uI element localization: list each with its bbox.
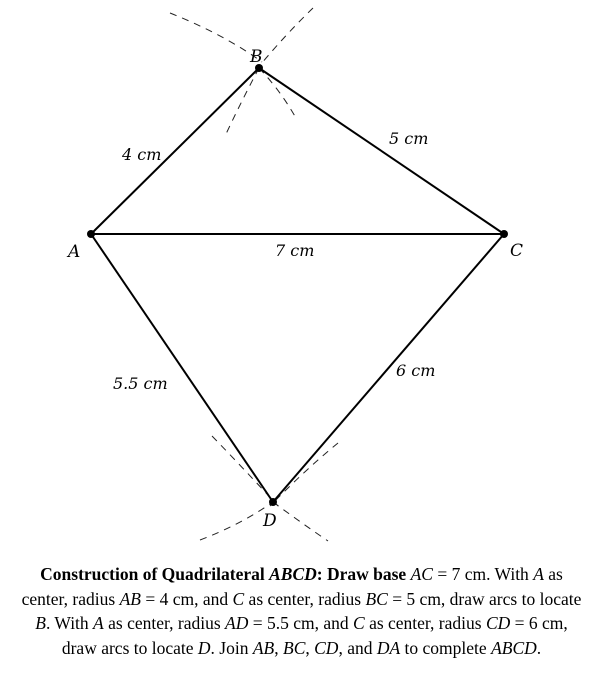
vertex-D <box>269 498 277 506</box>
length-BC: 5 cm <box>389 129 429 148</box>
caption-math: BC <box>365 588 388 609</box>
caption-part: : Draw base <box>316 564 411 584</box>
caption-part: , <box>274 637 283 658</box>
caption-part: as center, radius <box>364 613 486 633</box>
caption-part: , and <box>338 637 377 658</box>
label-B: B <box>250 47 263 67</box>
label-A: A <box>68 242 81 262</box>
caption-math: B <box>35 613 46 633</box>
vertex-C <box>500 230 508 238</box>
caption-part: = 7 cm. With <box>432 564 534 584</box>
arc-from-C-near-B <box>256 8 313 70</box>
arc-from-A-near-B <box>170 13 262 62</box>
caption-math: D <box>197 637 211 658</box>
caption-math: A <box>533 564 544 584</box>
caption-math: DA <box>376 637 401 658</box>
caption-math: BC <box>283 637 306 658</box>
caption-part: = 5.5 cm, and <box>248 613 353 633</box>
vertices <box>87 64 508 506</box>
caption-part: . Join <box>210 637 253 658</box>
caption-part: to complete <box>400 637 492 658</box>
caption-part: . <box>536 637 542 658</box>
caption-math: A <box>93 613 104 633</box>
vertex-A <box>87 230 95 238</box>
label-C: C <box>510 241 524 261</box>
caption-math: AB <box>252 637 275 658</box>
figure-caption <box>18 562 585 660</box>
label-D: D <box>263 511 277 531</box>
segment-AD <box>91 234 273 502</box>
caption-part: = 5 cm, draw arcs to locate <box>387 588 582 609</box>
length-AD: 5.5 cm <box>113 374 168 393</box>
caption-title-math: ABCD <box>269 564 317 584</box>
arc-from-C-near-B-lower <box>259 68 296 118</box>
caption-math: AC <box>410 564 433 584</box>
caption-part: = 4 cm, and <box>140 588 233 609</box>
caption-math: AD <box>225 613 249 633</box>
caption-math: ABCD <box>491 637 537 658</box>
caption-part: , <box>305 637 315 658</box>
caption-math: CD <box>314 637 339 658</box>
caption-title: Construction of Quadrilateral <box>40 564 265 584</box>
construction-arcs <box>170 8 338 541</box>
caption-math: C <box>353 613 365 633</box>
sides <box>91 68 504 502</box>
length-AB: 4 cm <box>122 145 162 164</box>
length-CD: 6 cm <box>396 361 436 380</box>
caption-math: C <box>232 588 245 609</box>
caption-part: . With <box>45 613 94 633</box>
caption-part: as center, radius <box>21 564 563 609</box>
segment-BC <box>259 68 504 234</box>
length-AC: 7 cm <box>275 241 315 260</box>
segment-CD <box>273 234 504 502</box>
caption-part: as center, radius <box>244 588 366 609</box>
arc-from-C-near-D <box>270 443 338 506</box>
caption-math: CD <box>485 613 511 633</box>
arc-from-C-near-D-lower <box>273 502 328 541</box>
caption-part: as center, radius <box>103 613 226 633</box>
segment-AB <box>91 68 259 234</box>
arc-from-A-near-B-lower <box>226 68 259 134</box>
caption-math: AB <box>119 588 141 609</box>
caption-part: = 6 cm, draw arcs to locate <box>61 613 568 658</box>
